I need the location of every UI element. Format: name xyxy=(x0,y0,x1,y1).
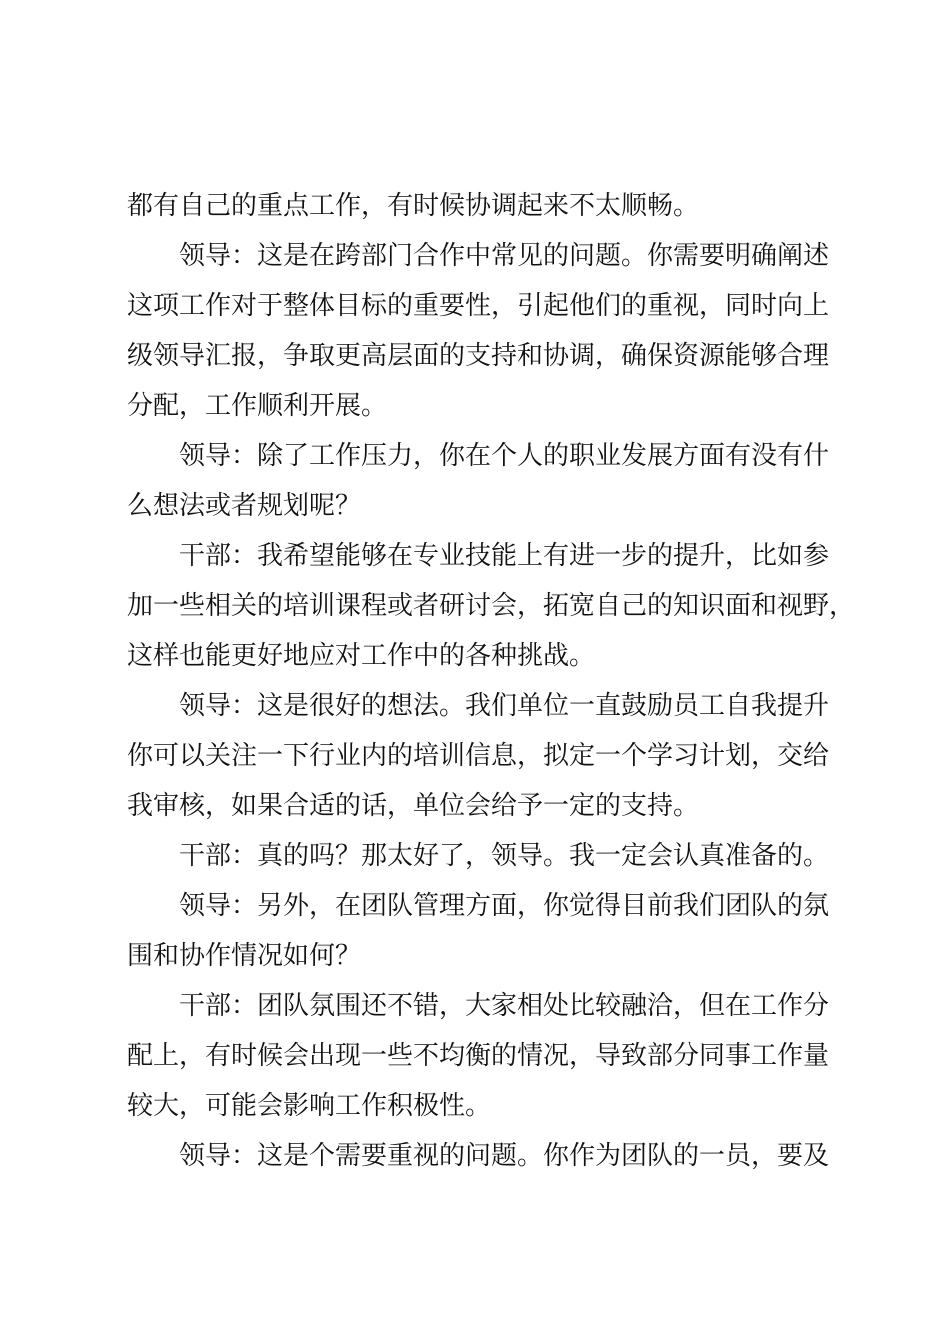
text-line: 这样也能更好地应对工作中的各种挑战。 xyxy=(127,641,596,671)
paragraph-start-line: 领导：另外，在团队管理方面，你觉得目前我们团队的氛 xyxy=(179,891,830,921)
paragraph-start-line: 干部：我希望能够在专业技能上有进一步的提升，比如参 xyxy=(179,541,830,571)
text-line: 分配，工作顺利开展。 xyxy=(127,391,388,421)
text-line: 你可以关注一下行业内的培训信息，拟定一个学习计划，交给 xyxy=(127,741,830,771)
text-line: 配上，有时候会出现一些不均衡的情况，导致部分同事工作量 xyxy=(127,1041,830,1071)
text-line: 级领导汇报，争取更高层面的支持和协调，确保资源能够合理 xyxy=(127,341,830,371)
paragraph-start-line: 领导：这是在跨部门合作中常见的问题。你需要明确阐述 xyxy=(179,241,830,271)
paragraph-start-line: 干部：真的吗？那太好了，领导。我一定会认真准备的。 xyxy=(179,841,830,871)
document-body xyxy=(127,181,856,1181)
paragraph-start-line: 干部：团队氛围还不错，大家相处比较融洽，但在工作分 xyxy=(179,991,830,1021)
text-line: 么想法或者规划呢？ xyxy=(127,491,362,521)
paragraph-start-line: 领导：这是很好的想法。我们单位一直鼓励员工自我提升 xyxy=(179,691,830,721)
paragraph-start-line: 领导：这是个需要重视的问题。你作为团队的一员，要及 xyxy=(179,1141,830,1171)
text-line: 我审核，如果合适的话，单位会给予一定的支持。 xyxy=(127,791,700,821)
text-line: 较大，可能会影响工作积极性。 xyxy=(127,1091,492,1121)
paragraph-start-line: 领导：除了工作压力，你在个人的职业发展方面有没有什 xyxy=(179,441,830,471)
text-line: 围和协作情况如何？ xyxy=(127,941,362,971)
text-line: 这项工作对于整体目标的重要性，引起他们的重视，同时向上 xyxy=(127,291,830,321)
text-line: 加一些相关的培训课程或者研讨会，拓宽自己的知识面和视野， xyxy=(127,591,856,621)
text-line: 都有自己的重点工作，有时候协调起来不太顺畅。 xyxy=(127,191,700,221)
